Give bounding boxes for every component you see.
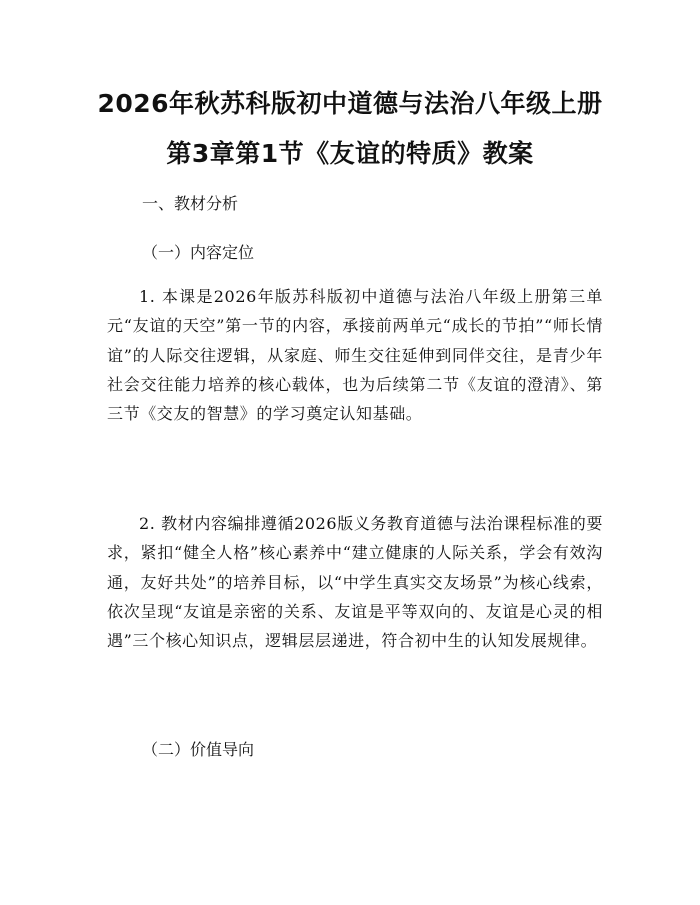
- document-title-line-1: 2026年秋苏科版初中道德与法治八年级上册: [97, 89, 603, 118]
- paragraph-1: 1. 本课是2026年版苏科版初中道德与法治八年级上册第三单元“友谊的天空”第一节的内容，承接前两单元“成长的节拍”“师长情谊”的人际交往逻辑，从家庭、师生交往延伸到同伴交往，是青少年社会交往能力培养的核心载体，也为后续第二节《友谊的澄清》、第三节《交友的智慧》的学习奠定认知基础。: [107, 287, 603, 424]
- paragraph-2: 2. 教材内容编排遵循2026版义务教育道德与法治课程标准的要求，紧扣“健全人格”核心素养中“建立健康的人际关系，学会有效沟通，友好共处”的培养目标，以“中学生真实交友场景”为核心线索，依次呈现“友谊是亲密的关系、友谊是平等双向的、友谊是心灵的相遇”三个核心知识点，逻辑层层递进，符合初中生的认知发展规律。: [107, 514, 603, 651]
- document-title-line-2: 第3章第1节《友谊的特质》教案: [166, 139, 534, 168]
- subsection-heading-content-positioning: （一）内容定位: [142, 243, 255, 262]
- subsection-heading-value-orientation: （二）价值导向: [142, 740, 255, 759]
- section-heading-textbook-analysis: 一、教材分析: [142, 194, 239, 213]
